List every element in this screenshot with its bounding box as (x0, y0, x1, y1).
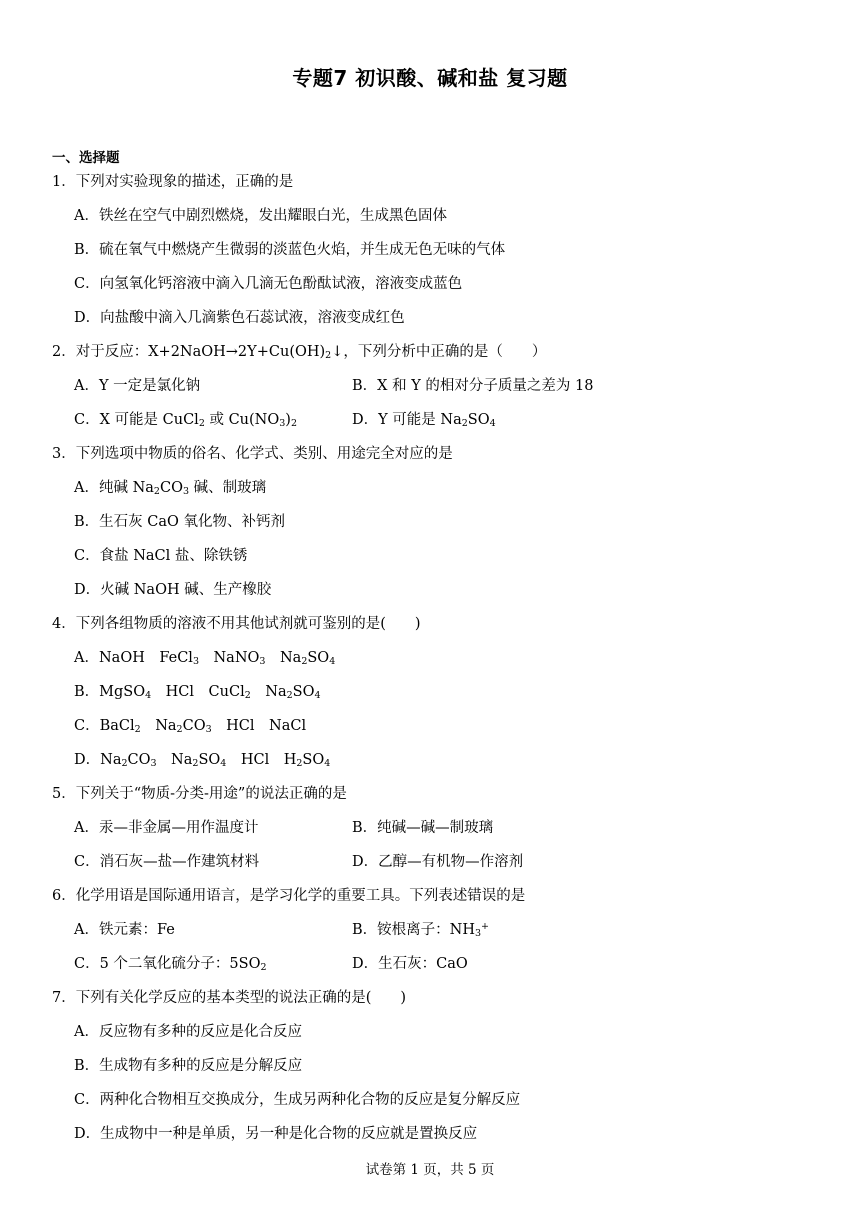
formula-text: HCl (211, 718, 255, 734)
option-row (52, 374, 812, 408)
question-stem: 2．对于反应：$X+2NaOH\to 2Y+Cu(OH)_2↓$，下列分析中正确的是（ ） (52, 344, 547, 361)
option (52, 646, 812, 680)
formula-subscript: 4 (314, 690, 321, 701)
formula-text: H (269, 752, 297, 768)
option: C．消石灰—盐—作建筑材料 (74, 854, 260, 870)
formula-subscript: 4 (324, 758, 331, 769)
formula-text: HCl (226, 752, 270, 768)
option: A．铁丝在空气中剧烈燃烧，发出耀眼白光，生成黑色固体 (74, 208, 447, 224)
formula-subscript: 2 (286, 690, 293, 701)
option (52, 748, 812, 782)
formula-text: CuCl (194, 684, 245, 700)
option-row (52, 952, 812, 986)
question-stem: 7．下列有关化学反应的基本类型的说法正确的是( ) (52, 990, 407, 1006)
formula-subscript: 3 (150, 758, 157, 769)
formula-text: CO (127, 752, 151, 768)
formula-subscript: 2 (134, 724, 141, 735)
option-row (52, 850, 812, 884)
formula-text: Na (265, 650, 302, 666)
option: D．乙醇—有机物—作溶剂 (352, 854, 524, 870)
formula-text: FeCl (144, 650, 193, 666)
option: C．两种化合物相互交换成分，生成另两种化合物的反应是复分解反应 (74, 1092, 521, 1108)
formula-subscript: 4 (220, 758, 227, 769)
formula-text: HCl (151, 684, 195, 700)
option: D．生石灰：CaO (352, 956, 468, 972)
option: A．铁元素：Fe (74, 922, 175, 938)
option: A．纯碱 $Na_2CO_3$ 碱、制玻璃 (74, 480, 267, 497)
formula-text: NaNO (199, 650, 260, 666)
option: D．火碱 NaOH 碱、生产橡胶 (74, 582, 272, 598)
question-stem: 3．下列选项中物质的俗名、化学式、类别、用途完全对应的是 (52, 446, 453, 462)
formula-text: MgSO (99, 684, 146, 700)
question-stem: 5．下列关于“物质-分类-用途”的说法正确的是 (52, 786, 347, 802)
option: D．Y 可能是 $Na_2SO_4$ (352, 412, 496, 429)
option-row (52, 408, 812, 442)
formula-subscript: 3 (259, 656, 266, 667)
formula-text: NaCl (254, 718, 307, 734)
formula-text: Na (140, 718, 177, 734)
option: A．Y 一定是氯化钠 (74, 378, 201, 394)
option-row (52, 918, 812, 952)
option: C．5 个二氧化硫分子：$5SO_2$ (74, 956, 267, 973)
option: A．汞—非金属—用作温度计 (74, 820, 259, 836)
section-heading: 一、选择题 (52, 150, 120, 166)
question-stem: 1．下列对实验现象的描述，正确的是 (52, 174, 294, 190)
question-list (52, 170, 812, 1156)
option-label: A． (74, 650, 99, 666)
formula-subscript: 2 (244, 690, 251, 701)
formula-text: SO (198, 752, 221, 768)
option (52, 714, 812, 748)
formula-subscript: 2 (296, 758, 303, 769)
option: D．向盐酸中滴入几滴紫色石蕊试液，溶液变成红色 (74, 310, 405, 326)
formula-text: BaCl (99, 718, 135, 734)
formula-text: CO (182, 718, 206, 734)
option: C．向氢氧化钙溶液中滴入几滴无色酚酞试液，溶液变成蓝色 (74, 276, 463, 292)
option: B．硫在氧气中燃烧产生微弱的淡蓝色火焰，并生成无色无味的气体 (74, 242, 506, 258)
formula-subscript: 4 (145, 690, 152, 701)
formula-subscript: 4 (329, 656, 336, 667)
formula-subscript: 2 (301, 656, 308, 667)
option-label: D． (74, 752, 101, 768)
formula-subscript: 3 (205, 724, 212, 735)
page-title: 专题7 初识酸、碱和盐 复习题 (292, 66, 568, 90)
option: B．X 和 Y 的相对分子质量之差为 18 (352, 378, 594, 394)
option-label: C． (74, 718, 100, 734)
formula-subscript: 2 (176, 724, 183, 735)
option (52, 680, 812, 714)
option: D．生成物中一种是单质，另一种是化合物的反应就是置换反应 (74, 1126, 478, 1142)
page-footer: 试卷第 1 页，共 5 页 (365, 1162, 495, 1178)
question-stem: 6．化学用语是国际通用语言，是学习化学的重要工具。下列表述错误的是 (52, 888, 526, 904)
option: C．X 可能是 CuCl$_2$ 或 $Cu(NO_3)_2$ (74, 412, 298, 429)
formula-text: Na (250, 684, 287, 700)
formula-subscript: 2 (121, 758, 128, 769)
option-row (52, 816, 812, 850)
option: B．铵根离子：$NH_3^+$ (352, 921, 490, 939)
option: B．生石灰 CaO 氧化物、补钙剂 (74, 514, 285, 530)
formula-text: Na (100, 752, 122, 768)
formula-text: SO (302, 752, 325, 768)
formula-text: Na (156, 752, 193, 768)
option: C．食盐 NaCl 盐、除铁锈 (74, 548, 248, 564)
formula-subscript: 3 (192, 656, 199, 667)
option: A．反应物有多种的反应是化合反应 (74, 1024, 302, 1040)
formula-subscript: 2 (192, 758, 199, 769)
option: B．纯碱—碱—制玻璃 (352, 820, 494, 836)
option-label: B． (74, 684, 100, 700)
question-stem: 4．下列各组物质的溶液不用其他试剂就可鉴别的是( ) (52, 616, 421, 632)
option: B．生成物有多种的反应是分解反应 (74, 1058, 303, 1074)
formula-text: SO (307, 650, 330, 666)
formula-text: SO (292, 684, 315, 700)
formula-text: NaOH (98, 650, 145, 666)
